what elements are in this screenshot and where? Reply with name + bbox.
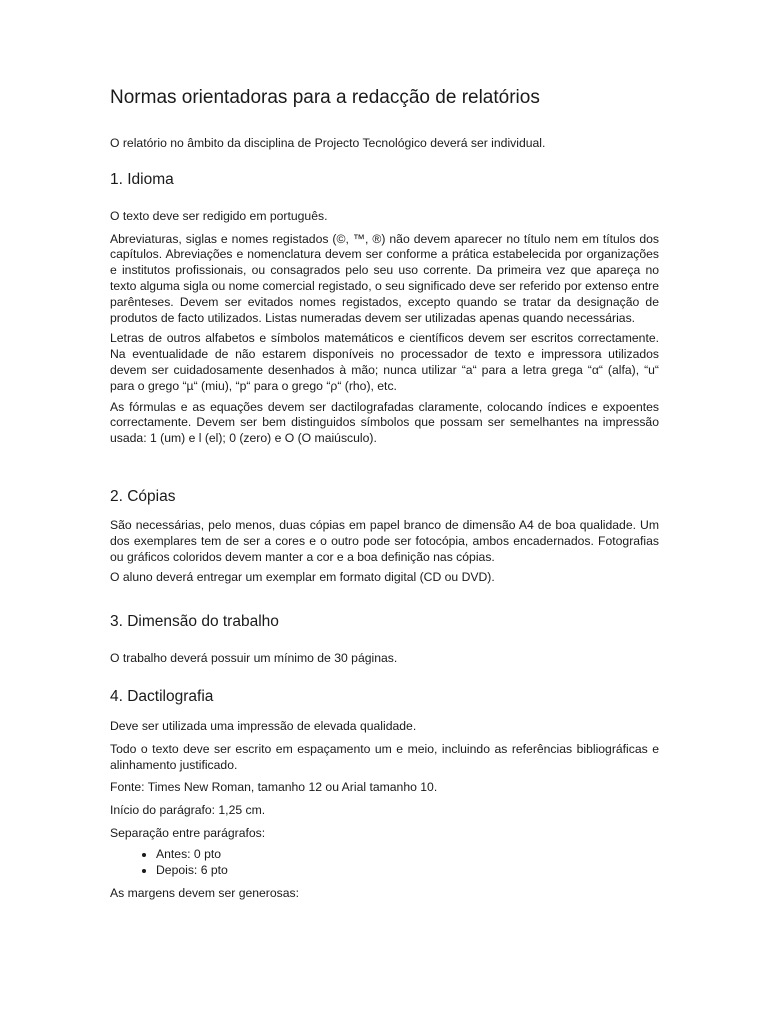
section-heading-copias: 2. Cópias bbox=[110, 487, 176, 505]
paragraph: Fonte: Times New Roman, tamanho 12 ou Arial tamanho 10. bbox=[110, 780, 438, 795]
section-heading-dimensao: 3. Dimensão do trabalho bbox=[110, 613, 279, 631]
paragraph: Separação entre parágrafos: bbox=[110, 825, 266, 840]
paragraph: O texto deve ser redigido em português. bbox=[110, 208, 328, 223]
paragraph: Abreviaturas, siglas e nomes registados (©, ™, ®) não devem aparecer no título nem em títulos dos capítulos. Abreviações e nomenclatura devem ser conforme a prática estabelecida por organizações e institutos profissionais, ou consagrados pelo seu uso corrente. Da primeira vez que apareça no texto alguma sigla ou nome comercial registado, o seu significado deve ser referido por extenso entre parênteses. Devem ser evitados nomes registados, excepto quando se tratar da designação de produtos de facto utilizados. Listas numeradas devem ser utilizadas apenas quando necessárias. bbox=[110, 231, 659, 325]
paragraph: As margens devem ser generosas: bbox=[110, 886, 299, 901]
list-item: • Depois: 6 pto bbox=[156, 863, 659, 879]
paragraph: São necessárias, pelo menos, duas cópias em papel branco de dimensão A4 de boa qualidade. Um dos exemplares tem de ser a cores e o outro pode ser fotocópia, ambos encadernados. Fotografias ou gráficos coloridos devem manter a cor e a boa definição nas cópias. bbox=[110, 517, 659, 564]
section-heading-dactilografia: 4. Dactilografia bbox=[110, 687, 214, 705]
paragraph: O aluno deverá entregar um exemplar em formato digital (CD ou DVD). bbox=[110, 570, 495, 585]
paragraph: Início do parágrafo: 1,25 cm. bbox=[110, 803, 266, 818]
paragraph: O trabalho deverá possuir um mínimo de 30 páginas. bbox=[110, 651, 398, 666]
section-heading-idioma: 1. Idioma bbox=[110, 170, 174, 188]
paragraph: As fórmulas e as equações devem ser dactilografadas claramente, colocando índices e expoentes correctamente. Devem ser bem distinguidos símbolos que possam ser semelhantes na impressão usada: 1 (um) e l (el); 0 (zero) e O (O maiúsculo). bbox=[110, 399, 659, 446]
intro-paragraph: O relatório no âmbito da disciplina de Projecto Tecnológico deverá ser individual. bbox=[110, 136, 546, 150]
document-page bbox=[110, 86, 659, 907]
paragraph: Letras de outros alfabetos e símbolos matemáticos e científicos devem ser escritos correctamente. Na eventualidade de não estarem disponíveis no processador de texto e impressora utilizados devem ser cuidadosamente desenhados à mão; nunca utilizar “a“ para a letra grega “α“ (alfa), “u“ para o grego “µ“ (miu), “p“ para o grego “ρ“ (rho), etc. bbox=[110, 331, 659, 393]
paragraph: Todo o texto deve ser escrito em espaçamento um e meio, incluindo as referências bibliográficas e alinhamento justificado. bbox=[110, 741, 659, 772]
bullet-list bbox=[110, 847, 659, 879]
paragraph: Deve ser utilizada uma impressão de elevada qualidade. bbox=[110, 718, 417, 733]
list-item: • Antes: 0 pto bbox=[156, 847, 659, 863]
document-title: Normas orientadoras para a redacção de relatórios bbox=[110, 87, 540, 108]
